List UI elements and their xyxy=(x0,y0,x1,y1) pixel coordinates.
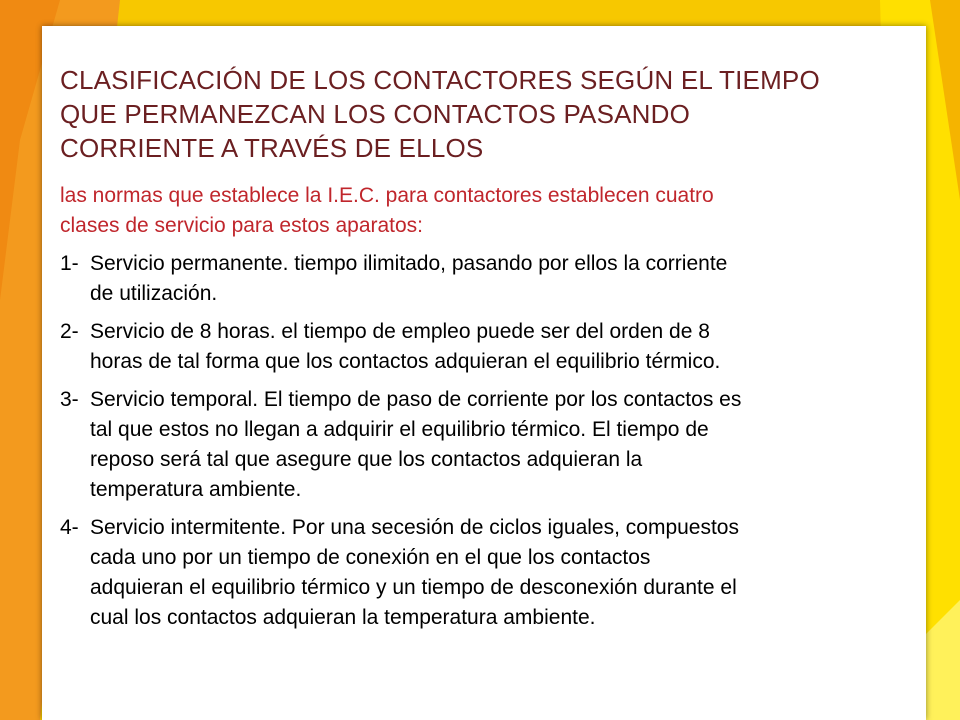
slide-title xyxy=(60,63,920,165)
list-item-line: Servicio de 8 horas. el tiempo de empleo puede ser del orden de 8 xyxy=(90,320,710,343)
list-item-line: cada uno por un tiempo de conexión en el que los contactos xyxy=(90,546,651,569)
list-item-text xyxy=(90,385,920,505)
list-item-line: horas de tal forma que los contactos adquieran el equilibrio térmico. xyxy=(90,350,721,373)
intro-paragraph xyxy=(60,181,920,241)
list-item-line: Servicio intermitente. Por una secesión de ciclos iguales, compuestos xyxy=(90,516,739,539)
slide-body xyxy=(60,181,920,641)
title-line: QUE PERMANEZCAN LOS CONTACTOS PASANDO xyxy=(60,99,691,129)
intro-line: las normas que establece la I.E.C. para contactores establecen cuatro xyxy=(60,184,714,207)
list-item-line: reposo será tal que asegure que los contactos adquieran la xyxy=(90,448,643,471)
list-item-line: de utilización. xyxy=(90,282,218,305)
list-item-number: 4- xyxy=(60,516,79,539)
list-item-4 xyxy=(60,513,920,633)
list-item-line: adquieran el equilibrio térmico y un tiempo de desconexión durante el xyxy=(90,576,737,599)
list-item-line: tal que estos no llegan a adquirir el equilibrio térmico. El tiempo de xyxy=(90,418,709,441)
list-item-text xyxy=(90,317,920,377)
list-item-line: cual los contactos adquieran la temperatura ambiente. xyxy=(90,606,596,629)
intro-line: clases de servicio para estos aparatos: xyxy=(60,214,424,237)
list-item-number: 2- xyxy=(60,320,79,343)
list-item-2 xyxy=(60,317,920,377)
list-item-1 xyxy=(60,249,920,309)
list-item-text xyxy=(90,249,920,309)
title-line: CORRIENTE A TRAVÉS DE ELLOS xyxy=(60,133,484,163)
list-item-number: 1- xyxy=(60,252,79,275)
list-item-text xyxy=(90,513,920,633)
list-item-line: temperatura ambiente. xyxy=(90,478,302,501)
list-item-line: Servicio permanente. tiempo ilimitado, pasando por ellos la corriente xyxy=(90,252,728,275)
list-item-number: 3- xyxy=(60,388,79,411)
list-item-3 xyxy=(60,385,920,505)
title-line: CLASIFICACIÓN DE LOS CONTACTORES SEGÚN EL TIEMPO xyxy=(60,65,820,95)
slide-content-card xyxy=(42,26,926,720)
list-item-line: Servicio temporal. El tiempo de paso de corriente por los contactos es xyxy=(90,388,742,411)
